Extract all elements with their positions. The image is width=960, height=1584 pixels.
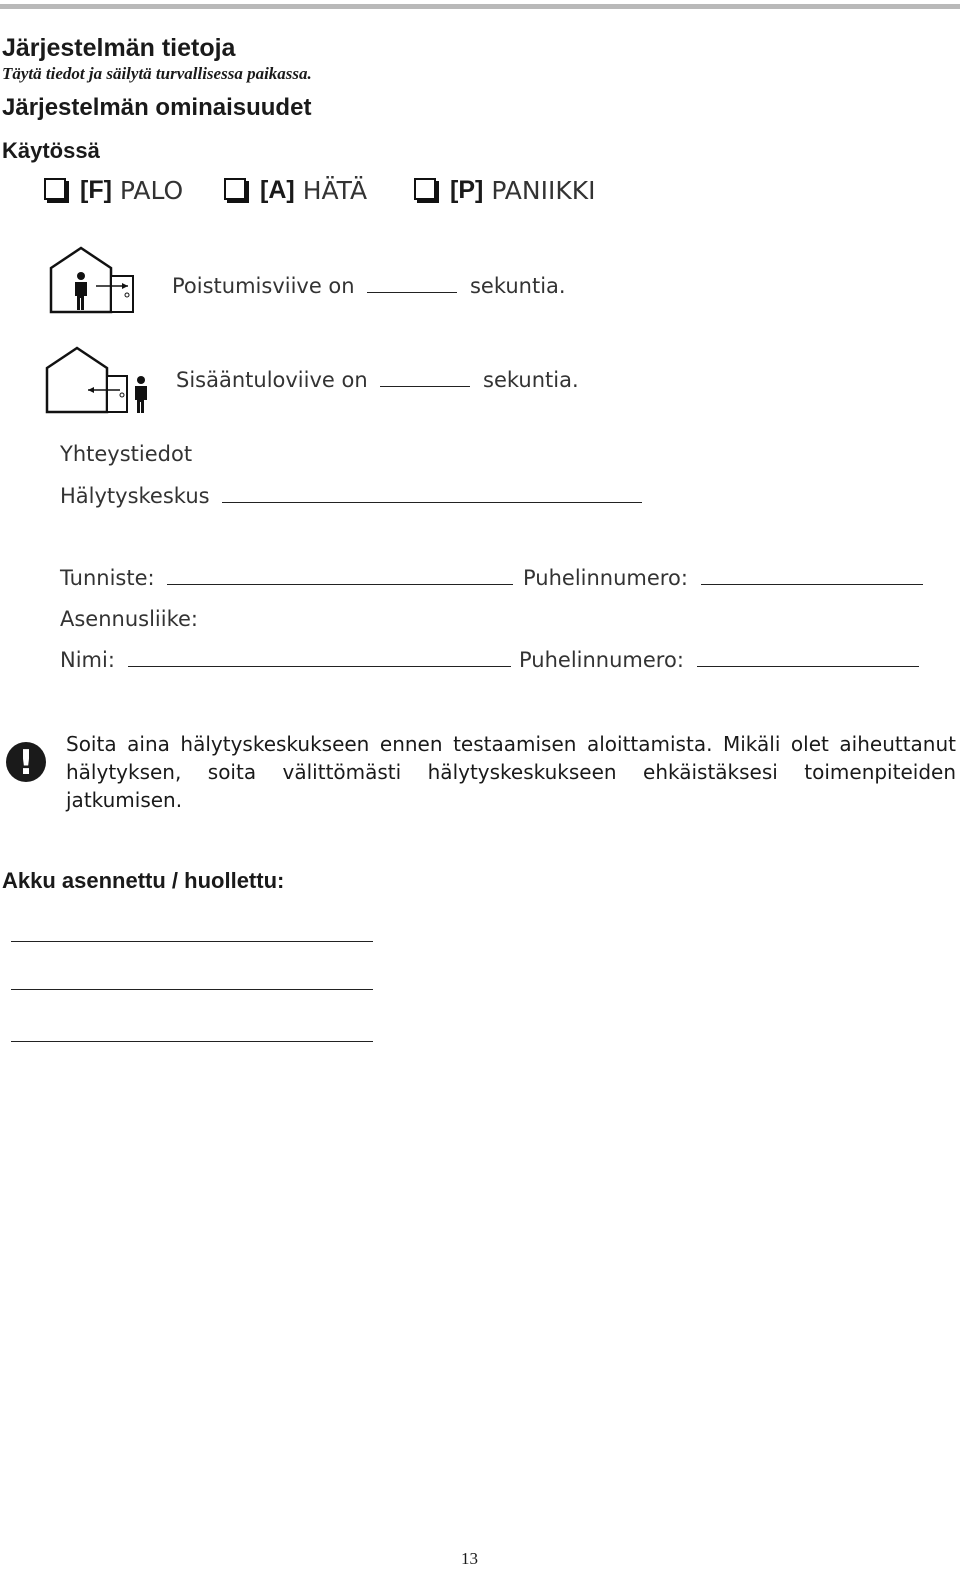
installer-label: Asennusliike:: [60, 607, 199, 631]
name-input[interactable]: [128, 665, 511, 667]
emergency-checkbox[interactable]: [224, 178, 246, 200]
battery-heading: Akku asennettu / huollettu:: [2, 868, 285, 893]
monitoring-row: [60, 484, 642, 508]
exit-delay-suffix: sekuntia.: [469, 274, 566, 298]
exit-house-icon: [48, 246, 138, 316]
id-label: Tunniste:: [60, 566, 155, 590]
battery-date-line-2[interactable]: [11, 989, 373, 990]
panic-checkbox[interactable]: [414, 178, 436, 200]
fire-label: PALO: [119, 176, 184, 205]
entry-delay-suffix: sekuntia.: [483, 368, 579, 392]
monitoring-input[interactable]: [222, 501, 642, 503]
entry-delay-input[interactable]: [380, 385, 470, 387]
phone-input-2[interactable]: [697, 665, 919, 667]
phone-label-1: Puhelinnumero:: [523, 566, 688, 590]
battery-date-line-3[interactable]: [11, 1041, 373, 1042]
option-emergency[interactable]: [224, 176, 367, 205]
enabled-label: Käytössä: [2, 138, 100, 163]
name-label: Nimi:: [60, 648, 115, 672]
entry-house-icon: [44, 346, 154, 416]
fire-checkbox[interactable]: [44, 178, 66, 200]
page-title: Järjestelmän tietoja: [2, 34, 236, 62]
exclamation-icon: !: [6, 742, 46, 782]
page-number: 13: [461, 1549, 478, 1568]
id-row: [60, 566, 513, 590]
features-heading: Järjestelmän ominaisuudet: [2, 94, 312, 121]
option-panic[interactable]: [414, 176, 596, 205]
panic-code: [P]: [450, 176, 484, 204]
id-input[interactable]: [167, 583, 513, 585]
phone-row-1: [523, 566, 923, 590]
emergency-label: HÄTÄ: [302, 176, 368, 205]
notice-text: Soita aina hälytyskeskukseen ennen testaamisen aloittamista. Mikäli olet aiheuttanut hälytyksen, soita välittömästi hälytyskeskukseen ehkäistäksesi toimenpiteiden jatkumisen.: [66, 732, 956, 812]
contacts-heading: Yhteystiedot: [60, 442, 193, 466]
entry-delay-row: [176, 368, 579, 392]
panic-label: PANIIKKI: [491, 176, 596, 205]
emergency-code: [A]: [260, 176, 295, 204]
name-row: [60, 648, 511, 672]
fire-code: [F]: [80, 176, 112, 204]
top-rule: [0, 4, 960, 9]
exit-delay-input[interactable]: [367, 291, 457, 293]
entry-delay-prefix: Sisääntuloviive on: [176, 368, 368, 392]
phone-row-2: [519, 648, 919, 672]
phone-input-1[interactable]: [701, 583, 923, 585]
exit-delay-prefix: Poistumisviive on: [172, 274, 355, 298]
monitoring-label: Hälytyskeskus: [60, 484, 210, 508]
phone-label-2: Puhelinnumero:: [519, 648, 684, 672]
option-fire[interactable]: [44, 176, 183, 205]
battery-date-line-1[interactable]: [11, 941, 373, 942]
page-subtitle: Täytä tiedot ja säilytä turvallisessa paikassa.: [2, 64, 312, 83]
exit-delay-row: [172, 274, 566, 298]
